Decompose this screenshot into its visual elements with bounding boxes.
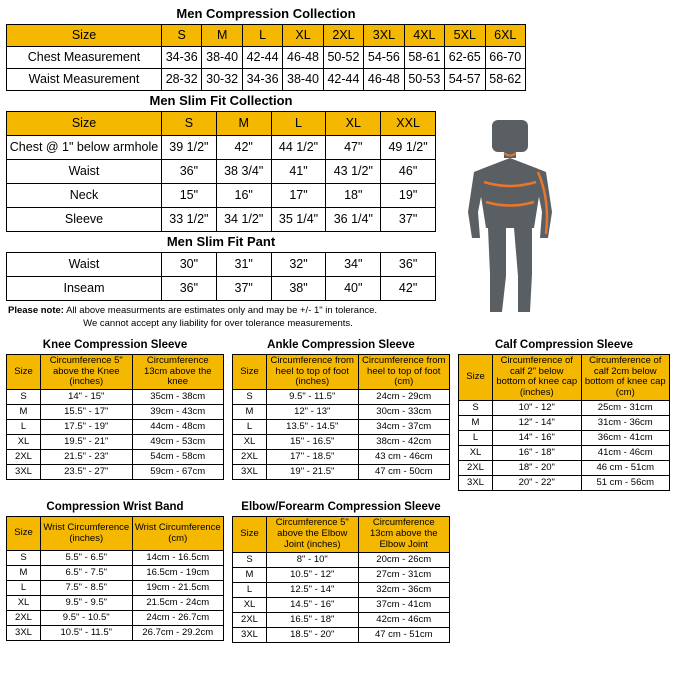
cell-cm: 30cm - 33cm: [358, 405, 450, 420]
cell: 49 1/2": [381, 136, 436, 160]
cell-size: S: [7, 551, 41, 566]
cell: 46-48: [364, 69, 404, 91]
note-line-2: We cannot accept any liability for over tolerance measurements.: [83, 317, 353, 329]
cell-cm: 46 cm - 51cm: [581, 461, 670, 476]
cell-size: XL: [459, 446, 493, 461]
table-row: [7, 253, 436, 277]
table-row: [7, 160, 436, 184]
cell-cm: 41cm - 46cm: [581, 446, 670, 461]
calf-section: [458, 337, 670, 492]
cell-cm: 35cm - 38cm: [132, 390, 224, 405]
column-header: 6XL: [485, 25, 526, 47]
mannequin-svg: [450, 116, 570, 316]
cell-inches: 14.5" - 16": [267, 598, 359, 613]
cell: 34-36: [162, 47, 202, 69]
cell-cm: 38cm - 42cm: [358, 435, 450, 450]
cell: 35 1/4": [271, 208, 326, 232]
cell: 46-48: [283, 47, 323, 69]
cell-size: XL: [233, 598, 267, 613]
cell-inches: 10.5" - 12": [267, 568, 359, 583]
cell: 46": [381, 160, 436, 184]
table-row: [233, 405, 450, 420]
cell-inches: 10.5" - 11.5": [41, 626, 133, 641]
table-row: [7, 465, 224, 480]
slimfit-table: [6, 111, 436, 232]
ankle-section: [232, 337, 450, 492]
table-header-row: [233, 354, 450, 390]
row-label: Sleeve: [7, 208, 162, 232]
cell: 62-65: [445, 47, 485, 69]
cell: 38 3/4": [216, 160, 271, 184]
mannequin-illustration: [450, 116, 570, 316]
slimpant-title: Men Slim Fit Pant: [166, 234, 276, 249]
wrist-title: Compression Wrist Band: [46, 501, 184, 514]
cell: 50-52: [323, 47, 363, 69]
cell-inches: 9.5" - 9.5": [41, 596, 133, 611]
cell: 54-56: [364, 47, 404, 69]
ankle-title: Ankle Compression Sleeve: [267, 338, 415, 351]
cell-cm: 24cm - 29cm: [358, 390, 450, 405]
cell: 54-57: [445, 69, 485, 91]
cell: 36 1/4": [326, 208, 381, 232]
cell-size: S: [7, 390, 41, 405]
cell-size: M: [233, 568, 267, 583]
calf-title: Calf Compression Sleeve: [494, 338, 634, 351]
cell-inches: 21.5" - 23": [41, 450, 133, 465]
cell-cm: 42cm - 46cm: [358, 613, 450, 628]
cell-size: 2XL: [7, 450, 41, 465]
column-header: L: [271, 112, 326, 136]
cell-cm: 36cm - 41cm: [581, 431, 670, 446]
cell: 31": [216, 253, 271, 277]
cell: 37": [381, 208, 436, 232]
column-header: XXL: [381, 112, 436, 136]
cell: 32": [271, 253, 326, 277]
column-header: Size: [7, 25, 162, 47]
cell: 30-32: [202, 69, 242, 91]
cell-size: L: [7, 581, 41, 596]
slimfit-title: Men Slim Fit Collection: [149, 93, 293, 108]
cell: 38-40: [283, 69, 323, 91]
cell-size: XL: [7, 435, 41, 450]
elbow-table: [232, 516, 450, 643]
column-header: S: [162, 112, 217, 136]
column-header: XL: [283, 25, 323, 47]
table-row: [233, 465, 450, 480]
cell: 18": [326, 184, 381, 208]
cell-cm: 32cm - 36cm: [358, 583, 450, 598]
elbow-title: Elbow/Forearm Compression Sleeve: [241, 501, 441, 514]
cell: 36": [162, 277, 217, 301]
cell: 16": [216, 184, 271, 208]
cell-size: 3XL: [459, 476, 493, 491]
cell-inches: 19.5" - 21": [41, 435, 133, 450]
table-header-row: [7, 112, 436, 136]
column-header: M: [202, 25, 242, 47]
note-bold-label: Please note:: [8, 305, 64, 316]
cell-cm: 51 cm - 56cm: [581, 476, 670, 491]
cell-cm: 47 cm - 50cm: [358, 465, 450, 480]
row-label: Waist: [7, 160, 162, 184]
cell-cm: 43 cm - 46cm: [358, 450, 450, 465]
cell: 50-53: [404, 69, 444, 91]
cell-size: M: [233, 405, 267, 420]
cell-size: M: [459, 416, 493, 431]
cell-size: S: [233, 390, 267, 405]
cell-size: S: [459, 401, 493, 416]
cell-inches: 17.5" - 19": [41, 420, 133, 435]
column-header: Circumference from heel to top of foot (inches): [267, 354, 359, 390]
cell: 36": [162, 160, 217, 184]
cell-cm: 26.7cm - 29.2cm: [132, 626, 224, 641]
table-row: [233, 435, 450, 450]
column-header: Circumference 5" above the Knee (inches): [41, 354, 133, 390]
cell-inches: 17" - 18.5": [267, 450, 359, 465]
cell-size: 3XL: [7, 626, 41, 641]
table-row: [459, 461, 670, 476]
cell: 36": [381, 253, 436, 277]
table-row: [7, 611, 224, 626]
cell: 30": [162, 253, 217, 277]
cell: 41": [271, 160, 326, 184]
cell-cm: 34cm - 37cm: [358, 420, 450, 435]
table-row: [233, 568, 450, 583]
row-label: Waist Measurement: [7, 69, 162, 91]
cell-size: M: [7, 405, 41, 420]
column-header: Size: [7, 517, 41, 551]
cell-size: 2XL: [233, 613, 267, 628]
cell-cm: 21.5cm - 24cm: [132, 596, 224, 611]
cell-inches: 14" - 16": [493, 431, 582, 446]
cell-size: 3XL: [233, 628, 267, 643]
cell: 33 1/2": [162, 208, 217, 232]
table-row: [7, 566, 224, 581]
table-row: [233, 553, 450, 568]
cell: 58-62: [485, 69, 526, 91]
cell-inches: 20" - 22": [493, 476, 582, 491]
table-header-row: [7, 354, 224, 390]
table-row: [233, 613, 450, 628]
table-row: [7, 435, 224, 450]
cell: 43 1/2": [326, 160, 381, 184]
slimpant-section: [6, 232, 673, 301]
table-row: [7, 581, 224, 596]
table-row: [7, 208, 436, 232]
slimpant-table: [6, 252, 436, 301]
cell-size: XL: [7, 596, 41, 611]
cell-inches: 15.5" - 17": [41, 405, 133, 420]
cell-size: 2XL: [233, 450, 267, 465]
cell-inches: 19" - 21.5": [267, 465, 359, 480]
table-row: [233, 583, 450, 598]
ankle-table: [232, 354, 450, 481]
cell-inches: 14" - 15": [41, 390, 133, 405]
table-row: [7, 277, 436, 301]
column-header: Circumference of calf 2" below bottom of knee cap (inches): [493, 354, 582, 401]
cell-size: L: [233, 420, 267, 435]
cell-inches: 23.5" - 27": [41, 465, 133, 480]
cell: 40": [326, 277, 381, 301]
slimfit-section: [6, 91, 673, 232]
compression-section: [6, 4, 526, 91]
table-row: [459, 416, 670, 431]
cell-size: M: [7, 566, 41, 581]
cell-cm: 24cm - 26.7cm: [132, 611, 224, 626]
cell: 17": [271, 184, 326, 208]
column-header: Circumference from heel to top of foot (cm): [358, 354, 450, 390]
cell-cm: 44cm - 48cm: [132, 420, 224, 435]
table-row: [459, 431, 670, 446]
cell: 42": [381, 277, 436, 301]
table-row: [7, 47, 526, 69]
cell-cm: 49cm - 53cm: [132, 435, 224, 450]
table-row: [7, 390, 224, 405]
cell-cm: 16.5cm - 19cm: [132, 566, 224, 581]
cell: 34 1/2": [216, 208, 271, 232]
compression-table: [6, 24, 526, 91]
cell-inches: 5.5" - 6.5": [41, 551, 133, 566]
cell-size: L: [459, 431, 493, 446]
cell: 44 1/2": [271, 136, 326, 160]
column-header: M: [216, 112, 271, 136]
cell-cm: 39cm - 43cm: [132, 405, 224, 420]
cell-cm: 37cm - 41cm: [358, 598, 450, 613]
calf-table: [458, 354, 670, 492]
cell-inches: 18" - 20": [493, 461, 582, 476]
cell-size: L: [233, 583, 267, 598]
cell-inches: 9.5" - 11.5": [267, 390, 359, 405]
cell: 42": [216, 136, 271, 160]
cell-size: XL: [233, 435, 267, 450]
table-row: [233, 420, 450, 435]
cell: 47": [326, 136, 381, 160]
cell-size: 2XL: [7, 611, 41, 626]
cell-cm: 59cm - 67cm: [132, 465, 224, 480]
cell-size: L: [7, 420, 41, 435]
table-row: [233, 450, 450, 465]
mid-tables-row: [6, 337, 673, 492]
table-row: [459, 476, 670, 491]
table-row: [7, 184, 436, 208]
table-row: [7, 551, 224, 566]
cell-inches: 12.5" - 14": [267, 583, 359, 598]
cell-inches: 15" - 16.5": [267, 435, 359, 450]
cell-cm: 14cm - 16.5cm: [132, 551, 224, 566]
wrist-table: [6, 516, 224, 641]
table-row: [7, 626, 224, 641]
cell-inches: 9.5" - 10.5": [41, 611, 133, 626]
cell-inches: 7.5" - 8.5": [41, 581, 133, 596]
cell: 66-70: [485, 47, 526, 69]
cell-inches: 6.5" - 7.5": [41, 566, 133, 581]
cell-cm: 47 cm - 51cm: [358, 628, 450, 643]
cell-inches: 12" - 13": [267, 405, 359, 420]
column-header: 5XL: [445, 25, 485, 47]
cell-size: 2XL: [459, 461, 493, 476]
knee-section: [6, 337, 224, 492]
cell-cm: 54cm - 58cm: [132, 450, 224, 465]
table-row: [233, 390, 450, 405]
cell: 15": [162, 184, 217, 208]
column-header: 4XL: [404, 25, 444, 47]
column-header: S: [162, 25, 202, 47]
table-row: [7, 596, 224, 611]
cell-inches: 12" - 14": [493, 416, 582, 431]
note-line-1: All above measurments are estimates only and may be +/- 1" in tolerance.: [63, 305, 378, 316]
column-header: Circumference 13cm above the Elbow Joint: [358, 517, 450, 553]
cell-cm: 25cm - 31cm: [581, 401, 670, 416]
compression-title: Men Compression Collection: [176, 6, 356, 21]
cell: 38-40: [202, 47, 242, 69]
column-header: XL: [326, 112, 381, 136]
table-row: [459, 446, 670, 461]
cell: 42-44: [242, 47, 282, 69]
column-header: Circumference 5" above the Elbow Joint (inches): [267, 517, 359, 553]
cell: 42-44: [323, 69, 363, 91]
table-row: [7, 136, 436, 160]
row-label: Chest Measurement: [7, 47, 162, 69]
column-header: Size: [233, 354, 267, 390]
cell-inches: 18.5" - 20": [267, 628, 359, 643]
column-header: L: [242, 25, 282, 47]
table-row: [7, 69, 526, 91]
cell: 39 1/2": [162, 136, 217, 160]
cell: 34-36: [242, 69, 282, 91]
cell: 37": [216, 277, 271, 301]
knee-title: Knee Compression Sleeve: [42, 338, 188, 351]
elbow-section: [232, 499, 450, 643]
cell-size: 3XL: [7, 465, 41, 480]
row-label: Inseam: [7, 277, 162, 301]
cell-inches: 10" - 12": [493, 401, 582, 416]
cell-cm: 20cm - 26cm: [358, 553, 450, 568]
cell-size: S: [233, 553, 267, 568]
tolerance-note: [8, 305, 478, 331]
row-label: Chest @ 1" below armhole: [7, 136, 162, 160]
cell-inches: 8" - 10": [267, 553, 359, 568]
column-header: Size: [7, 112, 162, 136]
cell-cm: 19cm - 21.5cm: [132, 581, 224, 596]
cell: 38": [271, 277, 326, 301]
cell-inches: 16.5" - 18": [267, 613, 359, 628]
cell-size: 3XL: [233, 465, 267, 480]
cell-cm: 31cm - 36cm: [581, 416, 670, 431]
table-header-row: [459, 354, 670, 401]
table-row: [7, 450, 224, 465]
knee-table: [6, 354, 224, 481]
cell: 34": [326, 253, 381, 277]
column-header: Wrist Circumference (cm): [132, 517, 224, 551]
bottom-tables-row: [6, 499, 673, 643]
column-header: 2XL: [323, 25, 363, 47]
table-header-row: [7, 25, 526, 47]
column-header: Size: [459, 354, 493, 401]
cell: 28-32: [162, 69, 202, 91]
column-header: Wrist Circumference (inches): [41, 517, 133, 551]
cell: 19": [381, 184, 436, 208]
table-row: [459, 401, 670, 416]
wrist-section: [6, 499, 224, 643]
column-header: Size: [7, 354, 41, 390]
cell-cm: 27cm - 31cm: [358, 568, 450, 583]
table-row: [233, 598, 450, 613]
row-label: Neck: [7, 184, 162, 208]
column-header: Circumference 13cm above the knee: [132, 354, 224, 390]
column-header: Size: [233, 517, 267, 553]
cell-inches: 16" - 18": [493, 446, 582, 461]
column-header: 3XL: [364, 25, 404, 47]
table-row: [233, 628, 450, 643]
table-header-row: [7, 517, 224, 551]
cell-inches: 13.5" - 14.5": [267, 420, 359, 435]
table-header-row: [233, 517, 450, 553]
row-label: Waist: [7, 253, 162, 277]
table-row: [7, 420, 224, 435]
cell: 58-61: [404, 47, 444, 69]
column-header: Circumference of calf 2cm below bottom of knee cap (cm): [581, 354, 670, 401]
table-row: [7, 405, 224, 420]
